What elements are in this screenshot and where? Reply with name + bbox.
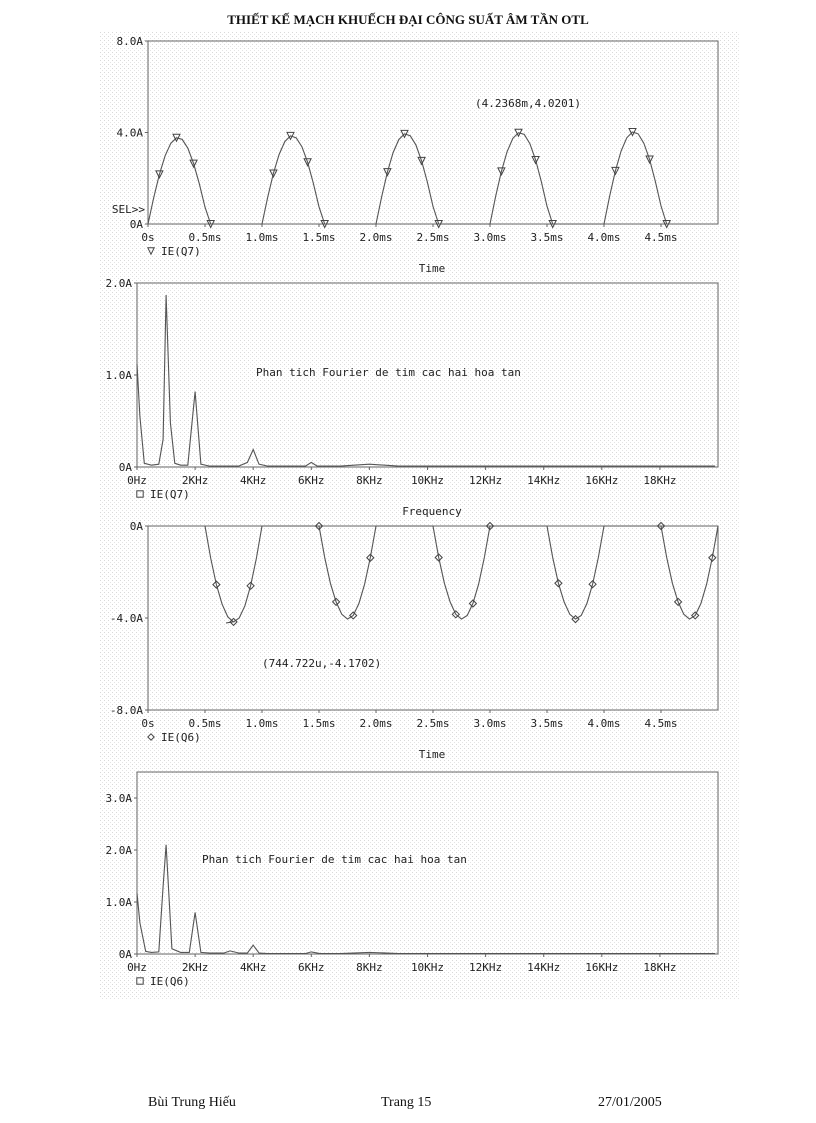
- x-tick-label: 3.0ms: [473, 231, 507, 244]
- x-tick-label: 6KHz: [298, 474, 325, 487]
- plot-note: Phan tich Fourier de tim cac hai hoa tan: [256, 366, 521, 379]
- x-axis-label: Time: [418, 262, 446, 275]
- x-tick-label: 3.0ms: [473, 717, 507, 730]
- x-tick-label: 0.5ms: [188, 717, 222, 730]
- x-tick-label: 2.5ms: [416, 231, 450, 244]
- page-title: THIẾT KẾ MẠCH KHUẾCH ĐẠI CÔNG SUẤT ÂM TẦN OTL: [227, 12, 589, 27]
- x-tick-label: 2.5ms: [416, 717, 450, 730]
- y-tick-label: 3.0A: [105, 792, 132, 805]
- legend-label: IE(Q6): [161, 731, 201, 744]
- x-tick-label: 18KHz: [643, 474, 677, 487]
- x-tick-label: 1.0ms: [245, 717, 279, 730]
- legend-label: IE(Q6): [150, 975, 190, 988]
- x-tick-label: 6KHz: [298, 961, 325, 974]
- y-tick-label: 1.0A: [105, 896, 132, 909]
- x-tick-label: 1.5ms: [302, 717, 336, 730]
- x-tick-label: 14KHz: [527, 474, 561, 487]
- y-tick-label: 0A: [129, 218, 143, 231]
- x-tick-label: 10KHz: [410, 961, 445, 974]
- x-tick-label: 16KHz: [585, 474, 619, 487]
- x-tick-label: 12KHz: [469, 474, 503, 487]
- x-axis-label: Frequency: [402, 505, 462, 518]
- y-tick-label: 0A: [129, 520, 143, 533]
- x-tick-label: 4.5ms: [644, 717, 678, 730]
- x-tick-label: 14KHz: [527, 961, 561, 974]
- x-tick-label: 8KHz: [356, 961, 383, 974]
- x-tick-label: 2.0ms: [359, 717, 393, 730]
- x-tick-label: 0Hz: [127, 961, 147, 974]
- footer-date: 27/01/2005: [598, 1095, 662, 1110]
- y-tick-label: 8.0A: [116, 35, 143, 48]
- y-tick-label: 2.0A: [105, 277, 132, 290]
- annotation-label: (744.722u,-4.1702): [262, 657, 382, 670]
- x-tick-label: 0s: [141, 717, 155, 730]
- x-tick-label: 10KHz: [410, 474, 445, 487]
- x-tick-label: 1.0ms: [245, 231, 279, 244]
- footer-author: Bùi Trung Hiếu: [148, 1095, 236, 1110]
- y-tick-label: -4.0A: [109, 612, 143, 625]
- x-tick-label: 12KHz: [469, 961, 503, 974]
- footer-page: Trang 15: [381, 1095, 432, 1110]
- y-tick-label: 1.0A: [105, 369, 132, 382]
- x-tick-label: 8KHz: [356, 474, 383, 487]
- x-tick-label: 3.5ms: [530, 231, 564, 244]
- y-tick-label: 0A: [118, 948, 132, 961]
- x-tick-label: 0s: [141, 231, 155, 244]
- annotation-label: (4.2368m,4.0201): [475, 97, 581, 110]
- legend-label: IE(Q7): [161, 245, 201, 258]
- x-tick-label: 4.0ms: [587, 231, 621, 244]
- x-tick-label: 16KHz: [585, 961, 619, 974]
- x-tick-label: 2KHz: [181, 474, 209, 487]
- x-tick-label: 4.0ms: [587, 717, 621, 730]
- x-tick-label: 3.5ms: [530, 717, 564, 730]
- legend-label: IE(Q7): [150, 488, 190, 501]
- x-tick-label: 0.5ms: [188, 231, 222, 244]
- x-axis-label: Time: [418, 748, 446, 761]
- plot-note: Phan tich Fourier de tim cac hai hoa tan: [202, 853, 467, 866]
- y-tick-label: -8.0A: [109, 704, 143, 717]
- x-tick-label: 0Hz: [127, 474, 147, 487]
- x-tick-label: 1.5ms: [302, 231, 336, 244]
- x-tick-label: 18KHz: [643, 961, 677, 974]
- y-tick-label: 0A: [118, 461, 132, 474]
- x-tick-label: 2KHz: [181, 961, 209, 974]
- selector-label: SEL>>: [111, 203, 145, 216]
- x-tick-label: 2.0ms: [359, 231, 393, 244]
- x-tick-label: 4.5ms: [644, 231, 678, 244]
- y-tick-label: 2.0A: [105, 844, 132, 857]
- x-tick-label: 4KHz: [239, 961, 267, 974]
- y-tick-label: 4.0A: [116, 126, 143, 140]
- x-tick-label: 4KHz: [239, 474, 267, 487]
